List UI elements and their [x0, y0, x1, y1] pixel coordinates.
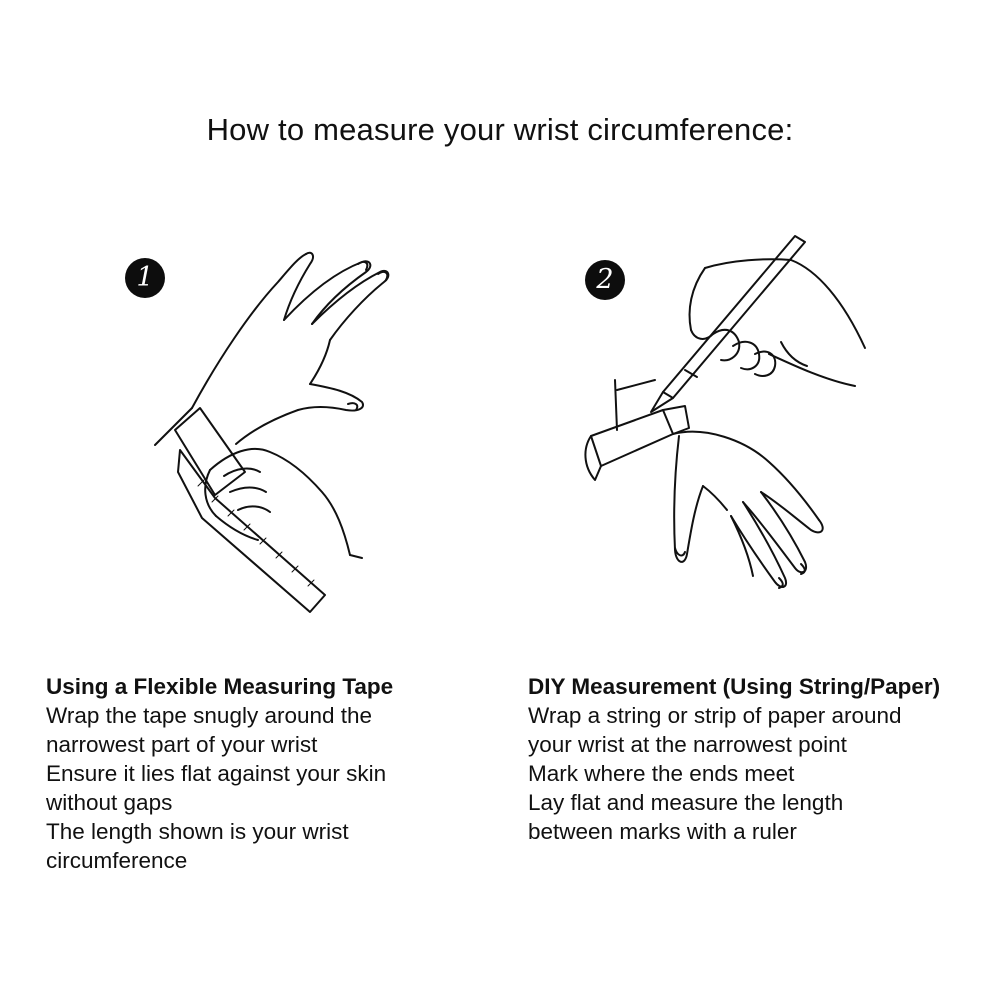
- step-1-line: circumference: [46, 848, 188, 873]
- paper-strip-pen-illustration: [555, 230, 885, 610]
- step-2-line: between marks with a ruler: [528, 819, 797, 844]
- step-1-heading: Using a Flexible Measuring Tape: [46, 674, 394, 699]
- step-2-line: your wrist at the narrowest point: [528, 732, 847, 757]
- step-2-heading: DIY Measurement (Using String/Paper): [528, 674, 941, 699]
- step-1-line: Ensure it lies flat against your skin: [46, 761, 387, 786]
- step-1-instructions: [46, 672, 486, 875]
- step-2-line: Mark where the ends meet: [528, 761, 795, 786]
- step-2-badge: 2: [585, 260, 625, 300]
- step-1-line: The length shown is your wrist: [46, 819, 349, 844]
- step-1-line: Wrap the tape snugly around the: [46, 703, 373, 728]
- step-1-line: without gaps: [46, 790, 173, 815]
- step-1-line: narrowest part of your wrist: [46, 732, 318, 757]
- step-1-badge: 1: [125, 258, 165, 298]
- page-title: How to measure your wrist circumference:: [206, 112, 794, 147]
- step-2-line: Wrap a string or strip of paper around: [528, 703, 902, 728]
- step-2-line: Lay flat and measure the length: [528, 790, 844, 815]
- measuring-tape-hand-illustration: [140, 240, 400, 620]
- step-2-instructions: [528, 672, 988, 846]
